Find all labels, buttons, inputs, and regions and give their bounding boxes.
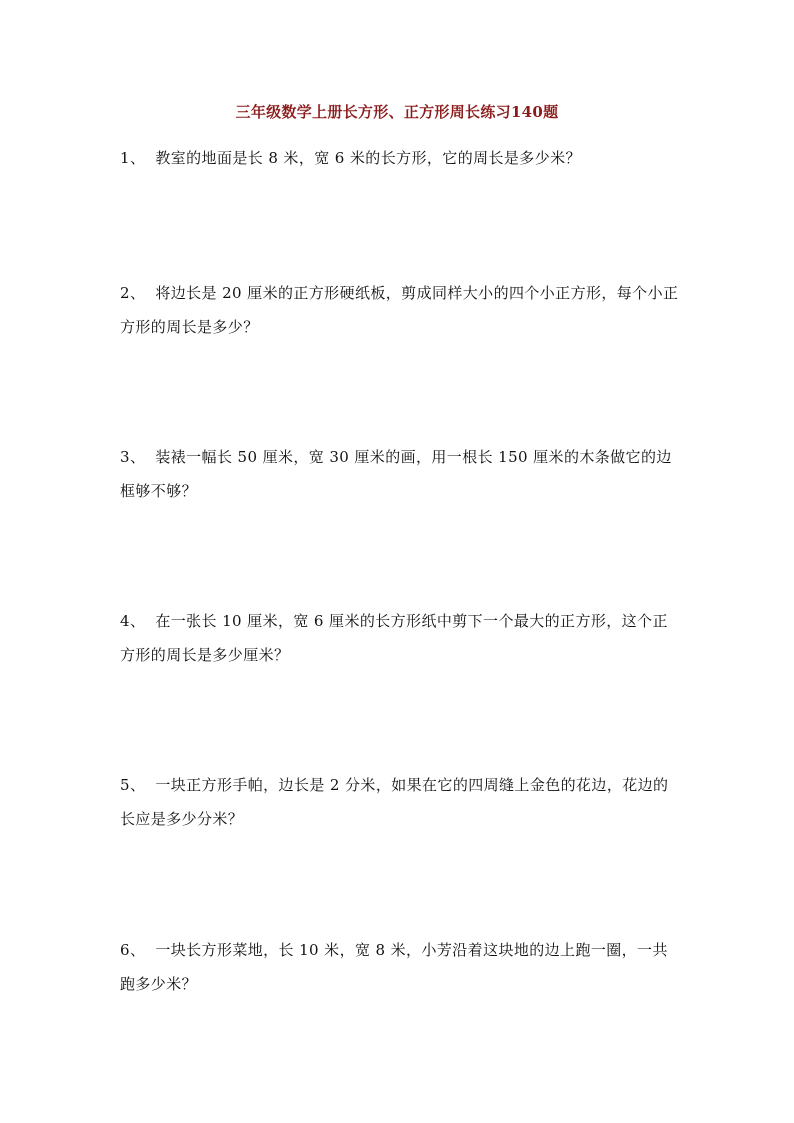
question-text: 教室的地面是长 8 米，宽 6 米的长方形，它的周长是多少米？ <box>155 149 581 167</box>
question-text: 装裱一幅长 50 厘米，宽 30 厘米的画，用一根长 150 厘米的木条做它的边框够不够？ <box>120 448 672 500</box>
question-number: 5、 <box>120 776 146 794</box>
question-number: 2、 <box>120 284 146 302</box>
question-text: 在一张长 10 厘米，宽 6 厘米的长方形纸中剪下一个最大的正方形，这个正方形的周长是多少厘米？ <box>120 612 668 664</box>
question-6 <box>120 933 680 1001</box>
question-number: 1、 <box>120 149 146 167</box>
question-number: 6、 <box>120 941 146 959</box>
question-number: 3、 <box>120 448 146 466</box>
question-text: 一块正方形手帕，边长是 2 分米，如果在它的四周缝上金色的花边，花边的长应是多少分米？ <box>120 776 669 828</box>
question-4 <box>120 604 680 672</box>
document-title: 三年级数学上册长方形、正方形周长练习140题 <box>235 103 559 121</box>
question-5 <box>120 768 680 836</box>
question-number: 4、 <box>120 612 146 630</box>
question-1 <box>120 141 680 175</box>
question-3 <box>120 440 680 508</box>
question-text: 一块长方形菜地，长 10 米，宽 8 米，小芳沿着这块地的边上跑一圈，一共跑多少米？ <box>120 941 668 993</box>
question-text: 将边长是 20 厘米的正方形硬纸板，剪成同样大小的四个小正方形，每个小正方形的周长是多少？ <box>120 284 679 336</box>
question-2 <box>120 276 680 344</box>
